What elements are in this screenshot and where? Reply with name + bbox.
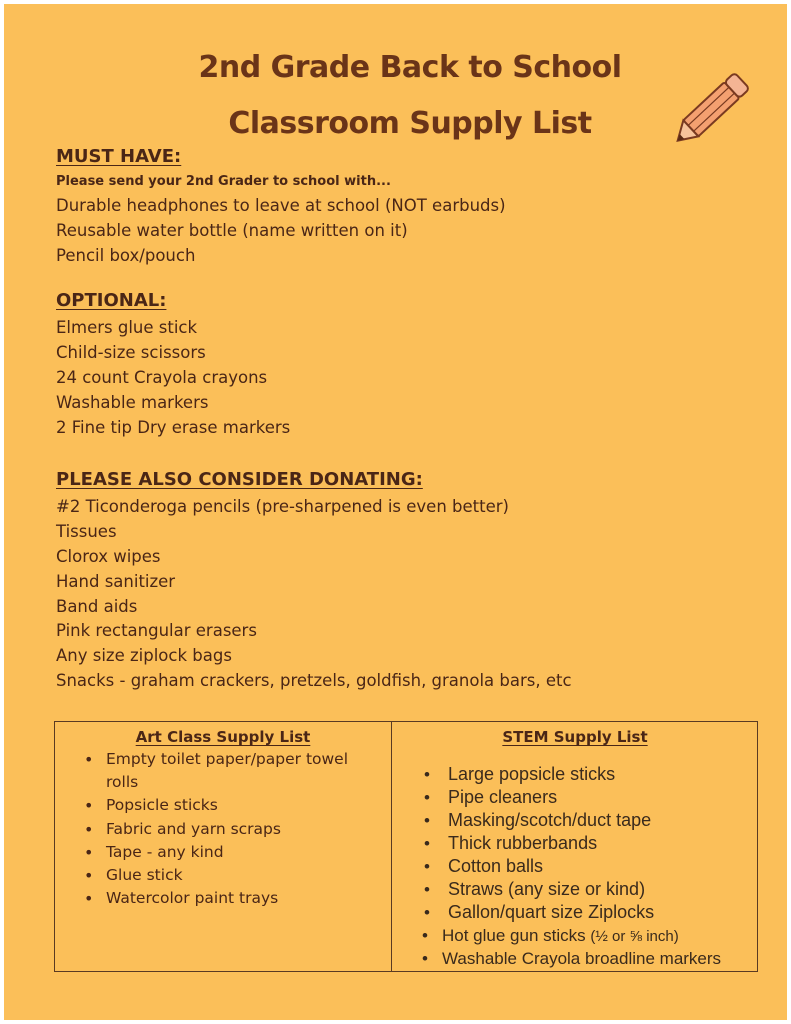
page-title-line-1: 2nd Grade Back to School [198, 50, 622, 85]
hot-glue-size: (½ or ⅝ inch) [590, 928, 679, 945]
list-item: • Pipe cleaners [418, 786, 758, 809]
page-title-line-2: Classroom Supply List [228, 106, 592, 141]
list-item: Tissues [56, 521, 117, 541]
donating-list [56, 495, 572, 694]
list-item: Clorox wipes [56, 546, 161, 566]
list-item: • Watercolor paint trays [82, 887, 382, 910]
list-item: Washable markers [56, 392, 209, 412]
list-item: Snacks - graham crackers, pretzels, goldfish, granola bars, etc [56, 671, 572, 691]
list-item [418, 924, 758, 947]
list-item: • Empty toilet paper/paper towel rolls [82, 748, 382, 794]
column-divider [391, 722, 392, 971]
list-item: • Gallon/quart size Ziplocks [418, 901, 758, 924]
donating-heading: PLEASE ALSO CONSIDER DONATING: [56, 469, 423, 490]
list-item: Pink rectangular erasers [56, 621, 257, 641]
must-have-heading: MUST HAVE: [56, 146, 182, 167]
list-item: • Thick rubberbands [418, 832, 758, 855]
list-item: • Popsicle sticks [82, 794, 382, 817]
stem-list-heading: STEM Supply List [502, 728, 648, 746]
optional-heading: OPTIONAL: [56, 290, 167, 311]
must-have-list [56, 194, 506, 269]
art-list-heading: Art Class Supply List [135, 728, 311, 746]
optional-list [56, 316, 290, 440]
list-item: • Tape - any kind [82, 841, 382, 864]
list-item: • Cotton balls [418, 855, 758, 878]
list-item: 2 Fine tip Dry erase markers [56, 417, 291, 437]
list-item: Pencil box/pouch [56, 245, 196, 265]
must-have-subtitle: Please send your 2nd Grader to school with... [56, 174, 391, 189]
list-item: Elmers glue stick [56, 318, 198, 337]
list-item: Any size ziplock bags [56, 646, 232, 666]
list-item: Hand sanitizer [56, 571, 176, 591]
pencil-icon [664, 64, 760, 156]
list-item: • Glue stick [82, 864, 382, 887]
list-item: • Washable Crayola broadline markers [418, 947, 758, 970]
list-item: Band aids [56, 596, 138, 616]
stem-supply-list [418, 763, 758, 970]
list-item: • Masking/scotch/duct tape [418, 809, 758, 832]
art-supply-list [82, 748, 382, 910]
list-item: • Straws (any size or kind) [418, 878, 758, 901]
list-item: • Fabric and yarn scraps [82, 818, 382, 841]
list-item: Reusable water bottle (name written on it) [56, 220, 408, 240]
list-item: Durable headphones to leave at school (NOT earbuds) [56, 196, 506, 215]
list-item: • Large popsicle sticks [418, 763, 758, 786]
list-item: #2 Ticonderoga pencils (pre-sharpened is even better) [56, 497, 509, 516]
hot-glue-label: Hot glue gun sticks [442, 926, 586, 945]
list-item: 24 count Crayola crayons [56, 367, 268, 387]
list-item: Child-size scissors [56, 342, 206, 362]
